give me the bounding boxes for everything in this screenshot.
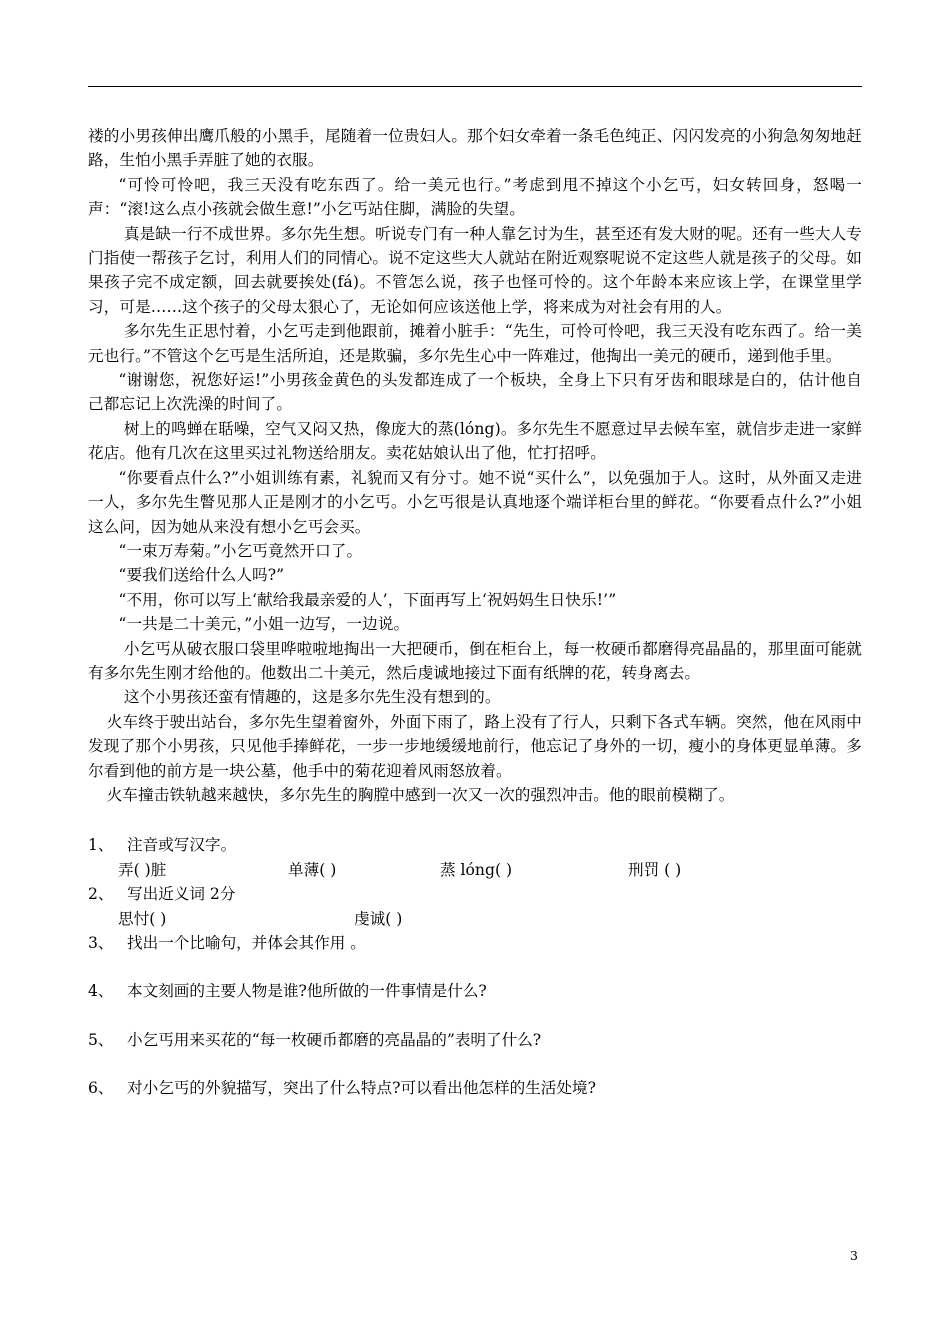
passage-paragraph: “不用，你可以写上‘献给我最亲爱的人’，下面再写上‘祝妈妈生日快乐!’” xyxy=(118,590,617,609)
question-text: 找出一个比喻句，并体会其作用 。 xyxy=(127,934,366,952)
question-text: 小乞丐用来买花的“每一枚硬币都磨的亮晶晶的”表明了什么? xyxy=(127,1030,542,1049)
passage-paragraph: 这个小男孩还蛮有情趣的，这是多尔先生没有想到的。 xyxy=(123,688,501,707)
q1-item: 弄( )脏 xyxy=(118,860,167,879)
passage-paragraph: 小乞丐从破衣服口袋里哗啦啦地掏出一大把硬币，倒在柜台上，每一枚硬币都磨得亮晶晶的，那里面可能就有多尔先生刚才给他的。他数出二十美元，然后虔诚地接过下面有纸牌的花，转身离去。 xyxy=(88,639,862,682)
question-5 xyxy=(88,1028,862,1052)
q2-item: 虔诚( ) xyxy=(354,909,403,928)
question-text: 注音或写汉字。 xyxy=(127,836,237,855)
q1-item: 单薄( ) xyxy=(288,860,337,879)
passage-paragraph: 真是缺一行不成世界。多尔先生想。听说专门有一种人靠乞讨为生，甚至还有发大财的呢。还有一些大人专门指使一帮孩子乞讨，利用人们的同情心。说不定这些大人就站在附近观察呢说不定这些人就是孩子的父母。如果孩子完不成定额，回去就要挨处(fá)。不管怎么说，孩子也怪可怜的。这个年龄本来应该上学，在课堂里学习，可是……这个孩子的父母太狠心了，无论如何应该送他上学，将来成为对社会有用的人。 xyxy=(88,224,862,316)
q1-item: 蒸 lóng( ) xyxy=(440,860,513,879)
passage-paragraph: “谢谢您，祝您好运!”小男孩金黄色的头发都连成了一个板块，全身上下只有牙齿和眼球是白的，估计他自己都忘记上次洗澡的时间了。 xyxy=(88,371,862,414)
passage-paragraph: “一束万寿菊。”小乞丐竟然开口了。 xyxy=(118,541,363,560)
question-3 xyxy=(88,931,862,955)
question-number: 4、 xyxy=(88,982,114,1001)
passage-paragraph: 火车撞击铁轨越来越快，多尔先生的胸膛中感到一次又一次的强烈冲击。他的眼前模糊了。 xyxy=(106,785,735,804)
passage-paragraph: “可怜可怜吧，我三天没有吃东西了。给一美元也行。”考虑到甩不掉这个小乞丐，妇女转回身，怒喝一声：“滚!这么点小孩就会做生意!”小乞丐站住脚，满脸的失望。 xyxy=(88,175,862,219)
question-6 xyxy=(88,1076,862,1100)
question-4 xyxy=(88,979,862,1003)
passage-paragraph: 火车终于驶出站台，多尔先生望着窗外，外面下雨了，路上没有了行人，只剩下各式车辆。突然，他在风雨中发现了那个小男孩，只见他手捧鲜花，一步一步地缓缓地前行，他忘记了身外的一切，瘦小的身体更显单薄。多尔看到他的前方是一块公墓，他手中的菊花迎着风雨怒放着。 xyxy=(88,712,862,780)
passage-paragraph: 褛的小男孩伸出鹰爪般的小黑手，尾随着一位贵妇人。那个妇女牵着一条毛色纯正、闪闪发亮的小狗急匆匆地赶路，生怕小黑手弄脏了她的衣服。 xyxy=(88,127,862,170)
passage-paragraph: “要我们送给什么人吗?” xyxy=(118,566,285,585)
page-number: 3 xyxy=(850,1248,858,1263)
question-text: 本文刻画的主要人物是谁?他所做的一件事情是什么? xyxy=(127,982,487,1001)
passage-paragraph: 多尔先生正思忖着，小乞丐走到他跟前，摊着小脏手：“先生，可怜可怜吧，我三天没有吃东西了。给一美元也行。”不管这个乞丐是生活所迫，还是欺骗，多尔先生心中一阵难过，他掏出一美元的硬币，递到他手里。 xyxy=(88,322,862,365)
q1-item: 刑罚 ( ) xyxy=(628,860,682,879)
header-rule xyxy=(88,86,862,87)
question-number: 6、 xyxy=(88,1079,114,1098)
page-content xyxy=(88,124,862,1101)
question-text: 写出近义词 2分 xyxy=(127,885,236,904)
question-number: 2、 xyxy=(88,885,114,904)
question-2-items xyxy=(88,907,862,931)
question-number: 1、 xyxy=(88,836,114,855)
question-text: 对小乞丐的外貌描写，突出了什么特点?可以看出他怎样的生活处境? xyxy=(127,1079,596,1098)
question-number: 5、 xyxy=(88,1030,114,1049)
question-1-items xyxy=(88,858,862,882)
passage-paragraph: 树上的鸣蝉在聒噪，空气又闷又热，像庞大的蒸(lóng)。多尔先生不愿意过早去候车室，就信步走进一家鲜花店。他有几次在这里买过礼物送给朋友。卖花姑娘认出了他，忙打招呼。 xyxy=(88,419,862,463)
passage-paragraph: “你要看点什么?”小姐训练有素，礼貌而又有分寸。她不说“买什么”，以免强加于人。这时，从外面又走进一人，多尔先生瞥见那人正是刚才的小乞丐。小乞丐很是认真地逐个端详柜台里的鲜花。“你要看点什么?”小姐这么问，因为她从来没有想小乞丐会买。 xyxy=(88,468,862,536)
question-number: 3、 xyxy=(88,934,114,952)
question-2 xyxy=(88,882,862,906)
question-1 xyxy=(88,833,862,857)
passage-paragraph: “一共是二十美元，”小姐一边写，一边说。 xyxy=(118,615,410,634)
q2-item: 思忖( ) xyxy=(118,909,167,928)
